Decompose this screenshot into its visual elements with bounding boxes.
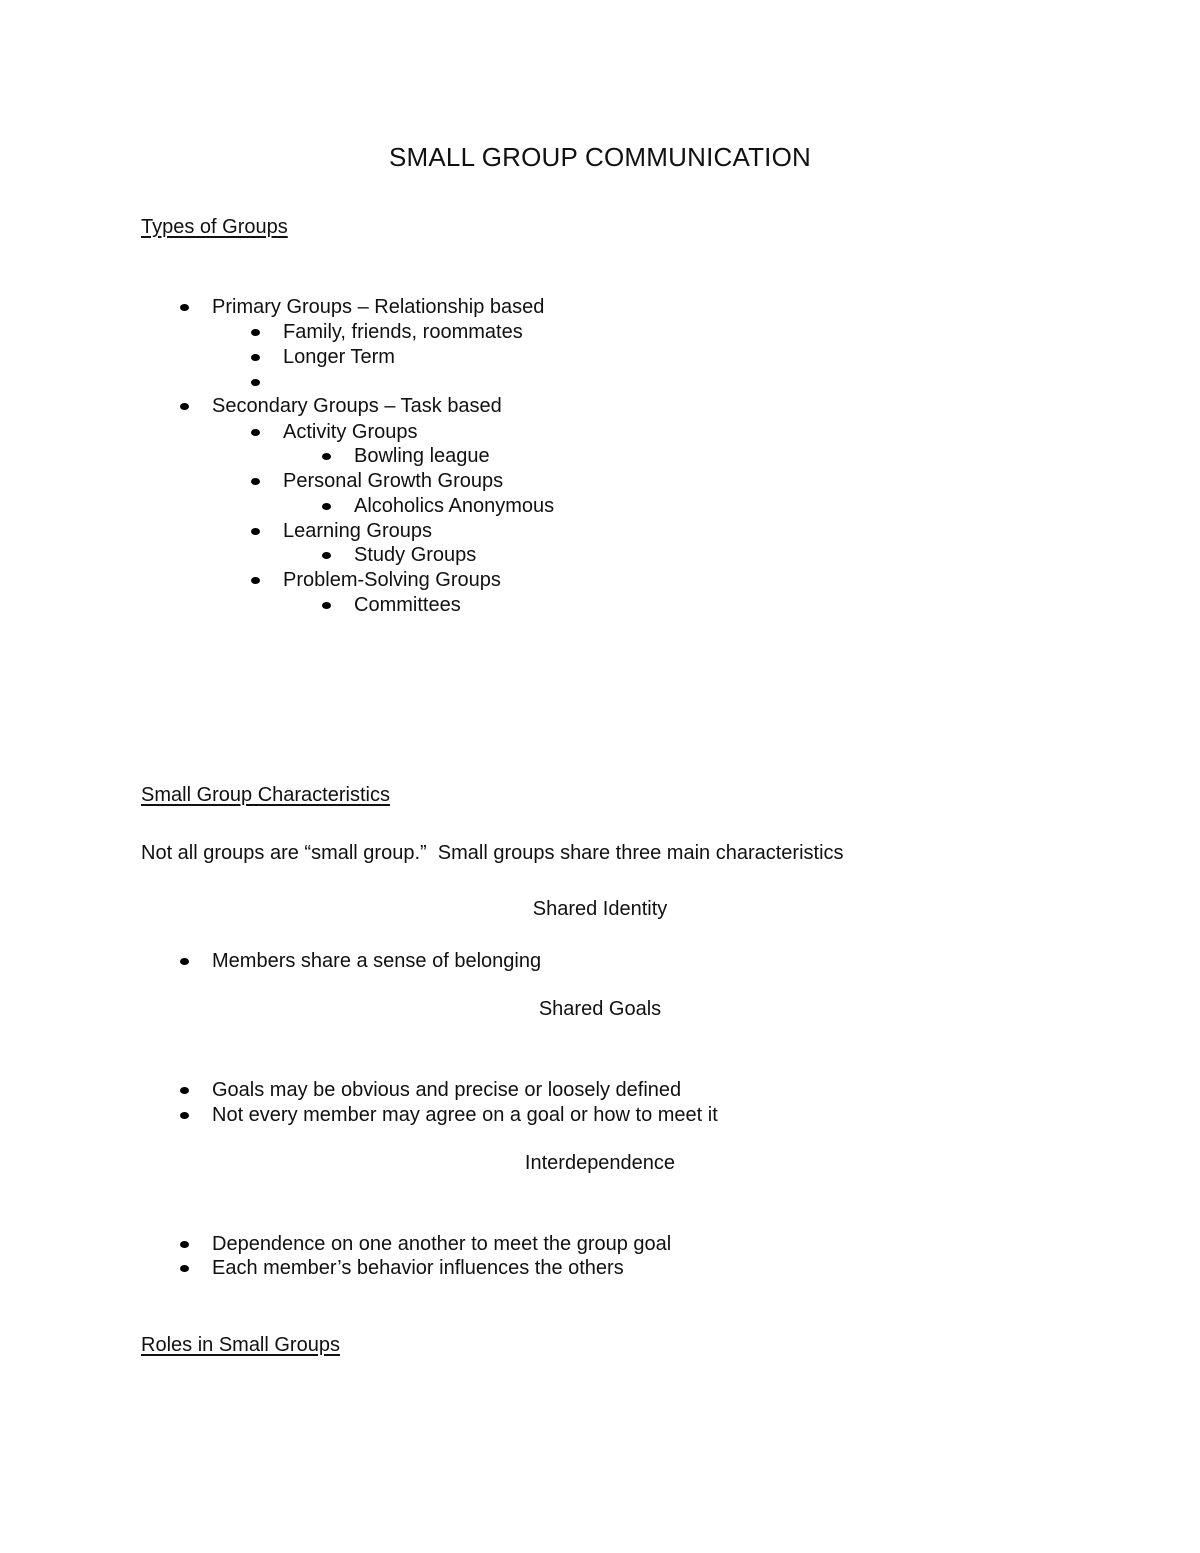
list-item-label: Bowling league [354, 445, 490, 467]
list-item-label: Problem-Solving Groups [283, 569, 501, 591]
list-item-study-groups [354, 543, 476, 567]
bullet-icon [251, 528, 260, 535]
bullet-icon [180, 1112, 189, 1119]
list-item-label: Each member’s behavior influences the others [212, 1257, 624, 1279]
bullet-icon [322, 602, 331, 609]
list-item-primary-groups [212, 295, 544, 319]
bullet-icon [251, 478, 260, 485]
list-item-label: Study Groups [354, 544, 477, 566]
subheading-interdependence: Interdependence [524, 1152, 676, 1174]
bullet-icon [251, 429, 260, 436]
list-item-committees [354, 593, 461, 617]
list-item-label: Primary Groups – Relationship based [212, 296, 545, 318]
list-item-learning-groups [283, 519, 432, 543]
list-item-label: Members share a sense of belonging [212, 950, 542, 972]
list-item-label: Learning Groups [283, 520, 432, 542]
list-item-label: Not every member may agree on a goal or how to meet it [212, 1104, 718, 1126]
list-item-personal-growth-groups [283, 469, 503, 493]
list-item-label: Goals may be obvious and precise or loosely defined [212, 1079, 682, 1101]
bullet-icon [180, 1265, 189, 1272]
subheading-shared-identity: Shared Identity [532, 898, 668, 920]
list-item-bowling-league [354, 444, 490, 468]
list-item-family-friends [283, 320, 523, 344]
characteristics-intro: Not all groups are “small group.” Small groups share three main characteristics [141, 842, 844, 864]
list-item-secondary-groups [212, 394, 502, 418]
list-item-label: Activity Groups [283, 421, 418, 443]
list-item-label: Alcoholics Anonymous [354, 495, 555, 517]
bullet-icon [251, 354, 260, 361]
bullet-icon [251, 577, 260, 584]
list-item-label: Longer Term [283, 346, 395, 368]
list-item-problem-solving-groups [283, 568, 501, 592]
list-item-label: Committees [354, 594, 461, 616]
list-item-alcoholics-anonymous [354, 494, 554, 518]
list-item-label: Personal Growth Groups [283, 470, 504, 492]
bullet-icon [322, 503, 331, 510]
subheading-shared-goals: Shared Goals [538, 998, 662, 1020]
bullet-icon [180, 1087, 189, 1094]
section-heading-characteristics: Small Group Characteristics [141, 784, 390, 806]
list-item-not-every-member [212, 1103, 718, 1127]
document-title: SMALL GROUP COMMUNICATION [388, 142, 811, 172]
list-item-sense-of-belonging [212, 949, 541, 973]
section-heading-roles: Roles in Small Groups [141, 1334, 340, 1356]
list-item-behavior-influences [212, 1256, 624, 1280]
bullet-icon [251, 329, 260, 336]
list-item-label: Dependence on one another to meet the group goal [212, 1233, 672, 1255]
bullet-icon [322, 552, 331, 559]
bullet-icon [180, 304, 189, 311]
list-item-label: Family, friends, roommates [283, 321, 523, 343]
list-item-dependence [212, 1232, 671, 1256]
bullet-icon [180, 1241, 189, 1248]
list-item-label: Secondary Groups – Task based [212, 395, 502, 417]
bullet-icon [322, 453, 331, 460]
bullet-icon [251, 379, 260, 386]
list-item-activity-groups [283, 420, 417, 444]
section-heading-types-of-groups: Types of Groups [141, 216, 288, 238]
bullet-icon [180, 403, 189, 410]
list-item-goals-obvious [212, 1078, 681, 1102]
list-item-longer-term [283, 345, 395, 369]
bullet-icon [180, 958, 189, 965]
